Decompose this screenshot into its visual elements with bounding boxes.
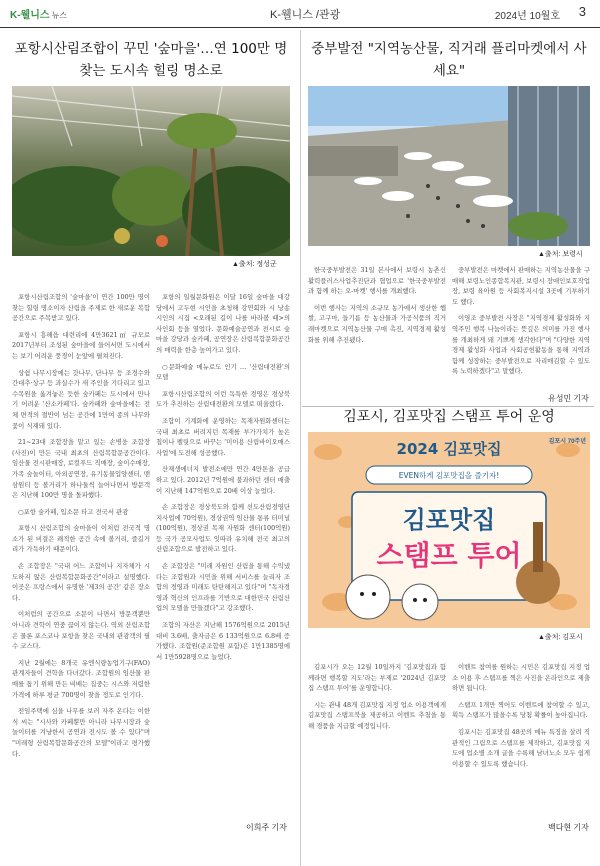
article3-poster-caption: ▲출처: 김포시 xyxy=(538,634,583,641)
poster-year-title: 2024 김포맛집 xyxy=(396,440,502,458)
poster-subtitle: EVEN하게 김포맛집을 즐기자! xyxy=(398,471,500,480)
article1-photo-caption: ▲출처: 정성군 xyxy=(232,261,277,268)
article2-photo xyxy=(308,86,590,246)
column-divider xyxy=(300,30,301,866)
page-header xyxy=(0,0,600,28)
poster-main-title-2: 스탬프 투어 xyxy=(376,539,522,572)
article3-title: 김포시, 김포맛집 스탬프 투어 운영 xyxy=(343,409,555,425)
article1-photo xyxy=(12,86,290,256)
article2-column1: 한국중부발전은 31일 본사에서 보령시 농촌신활력플러스사업추진단과 협업으로 '한국중부발전과 함께 하는 오-마켓' 행사를 개최했다. 이번 행사는 지역의 소규모 농가에서 생산한 햅쌀, 고구마, 들기름 등 농산물과 가공식품의 직거래마켓으로 지역농산물 구매 촉진, 지역경제 활성화를 위해 추진됐다. xyxy=(308,266,446,344)
article1-byline: 이희주 기자 xyxy=(246,823,287,832)
article3-column1: 김포시가 오는 12월 10일까지 '김포맛집과 함께라면 행복할 지도'라는 부제로 '2024년 김포맛집 스탬프 투어'를 운영합니다. 시는 관내 48개 김포맛집 지정 업소 이용객에게 김포맛집 스탬프북을 제공하고 이벤트 추첨을 통해 경품을 지급할 예정입니다. xyxy=(308,663,446,730)
article2-byline: 유성민 기자 xyxy=(548,394,589,403)
article3-byline: 백다현 기자 xyxy=(548,823,589,832)
article1-column1: 포항시산림조합의 '숲마을'이 연간 100만 명이 찾는 힐링 명소이자 산림을 주제로 한 새로운 복합공간으로 주목받고 있다. 포항시 흥해읍 대련리에 4만3621㎡ 규모로 2017년부터 조성된 숲마을에 들어서면 도시에서는 보기 어려운 풍경이 눈앞에 펼쳐진다. 상쉼 나무시장에는 갓나무, 단나무 등 조경수와 간대추·상구 등 과실수가 새 주인을 기다리고 있고 수목원을 옮겨놓은 듯한 숲카페는 도시에서 만나기 어려운 '산소카페'다. 숲카페와 숲마을에는 전체 면적의 절반이 넘는 공간에 1만여 종의 나무와 꽃이 식재돼 있다. 21~23대 조합장을 맡고 있는 손병웅 조합장(사진)이 만든 국내 최초의 산림복합문공간이다. 임산물 전시판매장, 로컬푸드 직매장, 숲이수매장, 가족 숲놀이터, 아외공연장, 유기동물입양센터, 맨삼원티 등 볼거리가 하나둘씩 늘어나면서 방문객은 지난해 100만 명을 돌파했다. ○포항 숲카페, 입소문 타고 전국서 관광 포항시 산림조합의 숲마을이 이처럼 전국적 명소가 된 비결은 쾌적한 공간 속에 볼거리, 즐길거리가 가득하기 때문이다. 손 조합장은 "국내 어느 조합이나 지자체가 시도하지 않은 산림복합문화공간"이라고 설명했다. 이곳은 프랑스에서 유명한 '제3의 공간' 같은 장소다. 이처럼의 공간으로 소문이 나면서 방문객뿐만 아니라 견학이 연중 끊이지 않는다. 역외 산림조합은 물론 포스코나 포항을 찾은 국내외 관광객의 필수 코스다. 지난 2월에는 8개국 유엔식량농업기구(FAO) 관계자들이 견학을 다녀갔다. 조합원의 임산물 판매를 돕기 위해 만든 비배는 집중는 시스와 저렴한 가격에 하루 평균 700명이 찾을 정도로 인기다. 전임주택에 심을 나무를 보러 자주 온다는 이한식 씨는 "시사와 카페뿐만 아니라 나무시장과 숲 놀이터를 겨냥한서 공연과 전시도 볼 수 있다"며 "미래형 산림복합문화공간의 모델"이라고 평가했다. xyxy=(12,293,150,758)
publication-logo: K-웰니스 뉴스 xyxy=(10,10,68,21)
article3-poster xyxy=(308,432,590,628)
poster-corner-logo: 김포시 70주년 xyxy=(548,439,586,445)
issue-date: 2024년 10월호 xyxy=(494,11,560,22)
poster-main-title-1: 김포맛집 xyxy=(402,506,496,534)
article2-column2: 중부발전은 마켓에서 판매하는 지역농산물을 구매해 보령노인종합복지관, 보령시 장애인보호작업장, 보령 육아원 등 사회복지시설 3곳에 기부하기도 했다. 이영조 중부발전 사장은 "지역경제 활성화와 지역주민 행복 나눔이라는 뜻깊은 의미를 가진 행사를 개최하게 돼 기쁘게 생각한다"며 "다양한 지역경제 활성화 사업과 사회공헌활동을 통해 지역과 함께 성장하는 중부발전으로 자리매김할 수 있도록 노력하겠다"고 말했다. xyxy=(452,266,590,376)
section-label: K-웰니스 /관광 xyxy=(270,9,341,21)
article1-title: 포항시산림조합이 꾸민 '숲마을'…연 100만 명 찾는 도시속 힐링 명소로 xyxy=(14,41,288,79)
article2-photo-caption: ▲출처: 보령시 xyxy=(538,251,583,258)
page-number: 3 xyxy=(578,4,586,19)
article3-column2: 이벤트 참여를 원하는 시민은 김포맛집 지정 업소 이용 후 스탬프를 찍은 사진을 온라인으로 제출하면 됩니다. 스탬프 1개만 찍어도 이벤트에 참여할 수 있고, 획득 스탬프가 많을수록 당첨 확률이 높아집니다. 김포시는 김포맛집 48곳의 메뉴 특징을 살려 직관적인 그림으로 스탬프를 제작하고, 김포맛집 지도에 업소별 소개 글을 수록해 남녀노소 모두 쉽게 이용할 수 있도록 했습니다. xyxy=(452,663,590,768)
article1-column2: 포항의 일월문화원은 이달 16일 숲마을 대강당에서 고두현 시인을 초청해 강연회와 시 낭송 시인의 시집 <오래된 길이 나를 바라볼 때>의 사인회 등을 열었다. 문화예술공연과 전시로 숲마을 강당과 숲카페, 공연장은 산림복합문화공간의 매력을 한층 높여가고 있다. ○문화예술 메뉴로도 인기 … '산림대전환'의 모델 포항시산림조합의 이런 독특한 경영은 경상북도가 추진하는 산림대전환의 모델로 떠올랐다. 조합이 기계화에 운영하는 목재자원화센터는 국내 최초로 버려지던 목재를 부가가치가 높은 칩이나 펠릿으로 바꾸는 '미이용 산림바이오매스 사업'에 도전해 성공했다. 산재생에너지 발전소에만 연간 4만톤을 공급하고 있다. 2012년 7억원에 불과하던 센터 매출이 지난해 147억원으로 20배 이상 늘었다. 손 조합장은 경상북도와 함께 선도산림경영단지사업에 70억원), 경상권역 임산물 통류 터미널(100억원), 경상권 목재 자원화 센터(100억원) 등 국가 공모사업도 잇따라 유치해 전국 최고의 산림조합으로 발전하고 있다. 손 조합장은 "미래 자원인 산림을 통해 수익냈다는 조합원과 시민을 위해 서비스를 늘리자 조합의 경영과 미래도 탄탄해지고 있다"며 "독자경영과 혁신의 인프라를 기반으로 대한민국 산림산업의 모델을 만들겠다"고 강조했다. 조합의 자산은 지난해 1576억원으로 2015년 대비 3.6배, 출자금은 6 133억원으로 6.8배 증가했다. 조합원(준조합원 포함)은 1만1385명에서 1만5928명으로 늘었다. xyxy=(156,293,290,661)
article2-title: 중부발전 "지역농산물, 직거래 플리마켓에서 사세요" xyxy=(311,41,587,79)
